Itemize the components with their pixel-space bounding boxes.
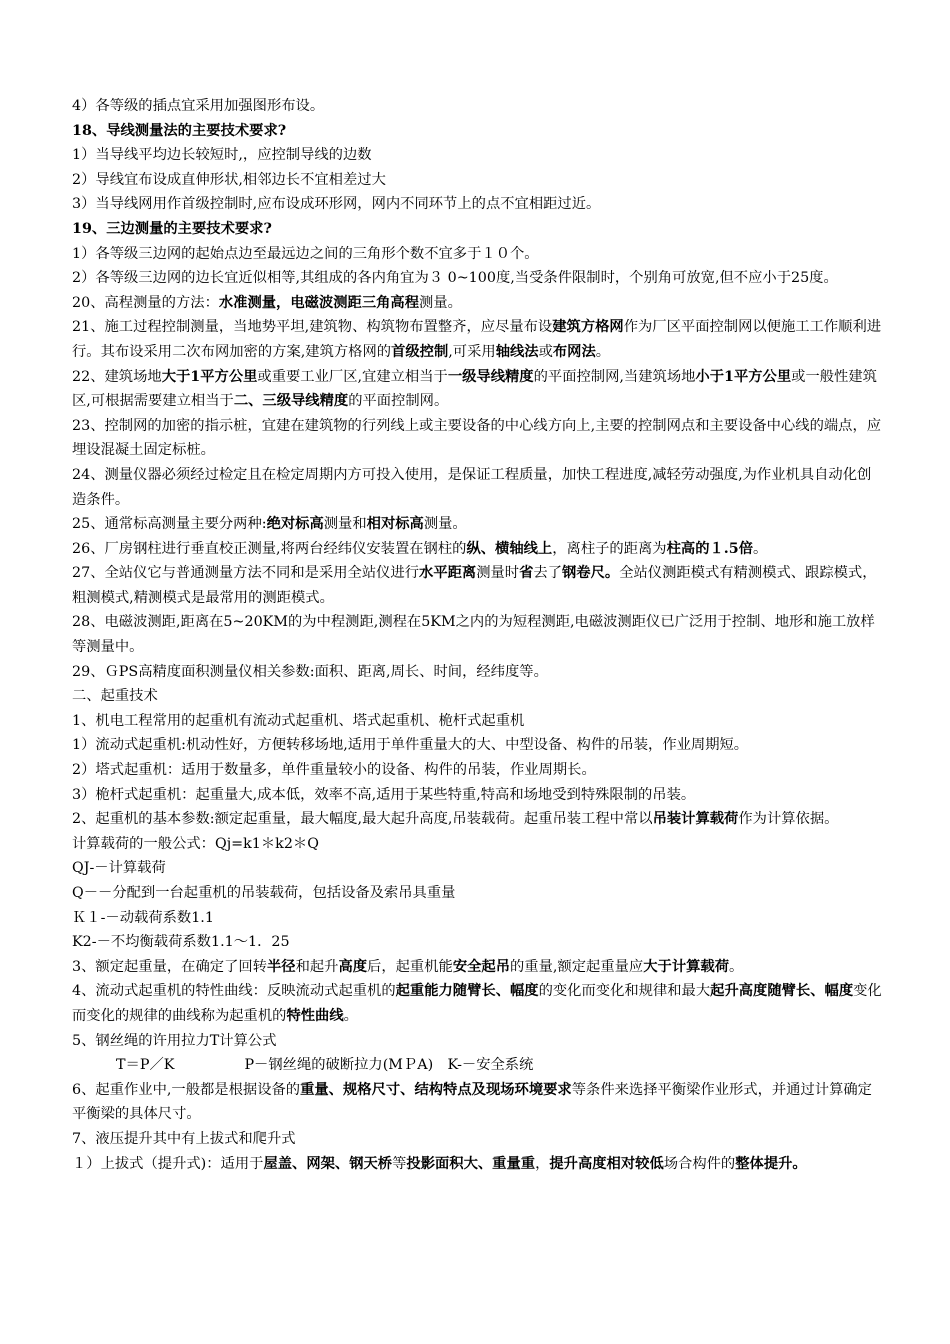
text: 2、起重机的基本参数:额定起重量，最大幅度,最大起升高度,吊装载荷。起重吊装工程中常以 <box>72 811 653 828</box>
text: 22、建筑场地 <box>72 368 162 385</box>
paragraph-line <box>72 119 884 144</box>
text: 后，起重机能 <box>367 958 453 975</box>
formula-left: T＝P／K <box>116 1057 175 1074</box>
bold-text: 半径 <box>266 958 296 975</box>
bold-text: 轴线法 <box>495 343 539 360</box>
text: 2）塔式起重机：适用于数量多，单件重量较小的设备、构件的吊装，作业周期长。 <box>72 762 596 779</box>
bold-text: 纵、横轴线上 <box>466 540 553 557</box>
text: 测量。 <box>419 294 462 311</box>
bold-text: 特性曲线 <box>286 1007 344 1024</box>
paragraph-line <box>72 291 884 316</box>
bold-text: 首级控制 <box>391 343 449 360</box>
bold-text: 二、三级导线精度 <box>233 393 349 410</box>
text: 测量和 <box>323 516 367 533</box>
bold-text: 钢卷尺。 <box>562 565 620 582</box>
bold-text: 水平距离 <box>419 565 477 582</box>
paragraph-line <box>72 365 884 414</box>
paragraph-line <box>72 94 884 119</box>
text: ， <box>535 1155 550 1172</box>
text: 7、液压提升其中有上拔式和爬升式 <box>72 1130 296 1147</box>
text: K2-－不均衡载荷系数1.1～1．25 <box>72 934 290 951</box>
paragraph-line <box>72 1127 884 1152</box>
paragraph-line <box>72 168 884 193</box>
bold-text: 起重能力随臂长、幅度 <box>395 983 539 1000</box>
text: 5、钢丝绳的许用拉力T计算公式 <box>72 1032 277 1049</box>
text: 测量时 <box>476 565 520 582</box>
text: Ｋ１-－动载荷系数1.1 <box>72 909 214 926</box>
paragraph-line <box>72 610 884 659</box>
paragraph-line <box>72 881 884 906</box>
bold-text: 绝对标高 <box>266 516 324 533</box>
bold-text: 一级导线精度 <box>447 368 534 385</box>
paragraph-line <box>72 512 884 537</box>
bold-text: 建筑方格网 <box>552 319 624 336</box>
text: 2）导线宜布设成直伸形状,相邻边长不宜相差过大 <box>72 171 386 188</box>
paragraph-line <box>72 955 884 980</box>
text: 场合构件的 <box>663 1155 736 1172</box>
text: 去了 <box>533 565 562 582</box>
paragraph-line <box>72 266 884 291</box>
text: 的平面控制网,当建筑场地 <box>533 368 696 385</box>
text: １）上拔式（提升式)：适用于 <box>72 1155 264 1172</box>
text: 29、ＧPS高精度面积测量仪相关参数:面积、距离,周长、时间，经纬度等。 <box>72 663 548 680</box>
text: 的重量,额定起重量应 <box>510 958 644 975</box>
text: 27、全站仪它与普通测量方法不同和是采用全站仪进行 <box>72 565 420 582</box>
bold-text: 提升高度相对较低 <box>549 1155 664 1172</box>
paragraph-line <box>72 758 884 783</box>
paragraph-line <box>72 930 884 955</box>
paragraph-line <box>72 660 884 685</box>
text: 二、起重技术 <box>72 688 158 705</box>
paragraph-line <box>72 463 884 512</box>
paragraph-line <box>72 1053 884 1078</box>
text: 等条件来选择平衡梁作业形式，并通过计算确定平衡梁的具体尺寸。 <box>72 1081 872 1123</box>
text: 或一般性建筑区,可根据需要建立相当于 <box>72 368 877 410</box>
text: Q－－分配到一台起重机的吊装载荷，包括设备及索吊具重量 <box>72 885 456 901</box>
paragraph-line <box>72 1152 884 1177</box>
text: 25、通常标高测量主要分两种: <box>72 516 267 533</box>
paragraph-line <box>72 783 884 808</box>
paragraph-line <box>72 192 884 217</box>
paragraph-line <box>72 1078 884 1127</box>
text: 6、起重作业中,一般都是根据设备的 <box>72 1081 301 1098</box>
bold-text: 水准测量，电磁波测距三角高程 <box>218 294 420 311</box>
paragraph-line <box>72 856 884 881</box>
paragraph-line <box>72 807 884 832</box>
paragraph-line <box>72 561 884 610</box>
bold-text: 投影面积大、重量重 <box>406 1155 536 1172</box>
text: 1）当导线平均边长较短时,，应控制导线的边数 <box>72 147 372 164</box>
text: 的变化而变化和规律和最大 <box>538 983 711 1000</box>
text: 的平面控制网。 <box>348 393 449 410</box>
bold-text: 吊装计算载荷 <box>652 811 739 828</box>
paragraph-line <box>72 315 884 364</box>
bold-text: 高度 <box>338 958 368 975</box>
bold-text: 大于1平方公里 <box>161 368 258 385</box>
bold-text: 安全起吊 <box>452 958 511 975</box>
text: 和起升 <box>295 958 339 975</box>
bold-text: 小于1平方公里 <box>695 368 792 385</box>
bold-text: 整体提升。 <box>735 1155 807 1172</box>
text: 1、机电工程常用的起重机有流动式起重机、塔式起重机、桅杆式起重机 <box>72 712 525 729</box>
text: 21、施工过程控制测量，当地势平坦,建筑物、构筑物布置整齐，应尽量布设 <box>72 319 553 336</box>
text: QJ-－计算载荷 <box>72 860 166 877</box>
paragraph-line <box>72 906 884 931</box>
formula-right: P－钢丝绳的破断拉力(MＰA) K-－安全系统 <box>244 1057 534 1074</box>
text: 3）桅杆式起重机：起重量大,成本低，效率不高,适用于某些特重,特高和场地受到特殊限制的吊装。 <box>72 786 696 803</box>
bold-text: 重量、规格尺寸、结构特点及现场环境要求 <box>300 1081 572 1098</box>
text: 4、流动式起重机的特性曲线：反映流动式起重机的 <box>72 983 396 1000</box>
bold-text: 柱高的１.5倍 <box>666 540 754 557</box>
bold-text: 18、导线测量法的主要技术要求? <box>72 122 287 139</box>
paragraph-line <box>72 709 884 734</box>
text: 等 <box>392 1155 407 1172</box>
paragraph-line <box>72 537 884 562</box>
paragraph-line <box>72 242 884 267</box>
text: 。 <box>343 1007 358 1024</box>
text: 。 <box>595 343 611 360</box>
text: 或重要工业厂区,宜建立相当于 <box>257 368 448 385</box>
text: 。 <box>729 958 744 975</box>
text: 3）当导线网用作首级控制时,应布设成环形网，网内不同环节上的点不宜相距过近。 <box>72 196 601 213</box>
document-page <box>72 94 884 1176</box>
paragraph-line <box>72 832 884 857</box>
bold-text: 布网法 <box>552 343 596 360</box>
text: 1）流动式起重机:机动性好，方便转移场地,适用于单件重量大的大、中型设备、构件的吊装，作业周期短。 <box>72 737 749 754</box>
paragraph-line <box>72 414 884 463</box>
bold-text: 19、三边测量的主要技术要求? <box>72 220 272 237</box>
bold-text: 起升高度随臂长、幅度 <box>710 983 854 1000</box>
text: 计算载荷的一般公式：Qj=k1＊k2＊Q <box>72 835 319 852</box>
bold-text: 大于计算载荷 <box>643 958 730 975</box>
text: ,可采用 <box>448 343 496 360</box>
text: 20、高程测量的方法： <box>72 294 219 311</box>
text: 28、电磁波测距,距离在5~20KM的为中程测距,测程在5KM之内的为短程测距,电磁波测距仪已广泛用于控制、地形和施工放样等测量中。 <box>72 614 875 656</box>
bold-text: 相对标高 <box>366 516 424 533</box>
text: ，离柱子的距离为 <box>552 540 667 557</box>
text: 2）各等级三边网的边长宜近似相等,其组成的各内角宜为３ 0~100度,当受条件限制时，个别角可放宽,但不应小于25度。 <box>72 270 838 287</box>
paragraph-line <box>72 217 884 242</box>
text: 26、厂房钢柱进行垂直校正测量,将两台经纬仪安装置在钢柱的 <box>72 540 467 557</box>
text: 4）各等级的插点宜采用加强图形布设。 <box>72 98 325 114</box>
paragraph-line <box>72 684 884 709</box>
text: 3、额定起重量，在确定了回转 <box>72 958 267 975</box>
text: 1）各等级三边网的起始点边至最远边之间的三角形个数不宜多于１０个。 <box>72 245 539 262</box>
text: 测量。 <box>423 516 467 533</box>
text: 或 <box>538 343 553 360</box>
paragraph-line <box>72 1029 884 1054</box>
paragraph-line <box>72 733 884 758</box>
text: 。 <box>753 540 768 557</box>
paragraph-line <box>72 143 884 168</box>
text: 作为厂区平面控制网以便施工工作顺利进行。其布设采用二次布网加密的方案,建筑方格网的 <box>72 319 882 360</box>
text: 全站仪测距模式有精测模式、跟踪模式，粗测模式,精测模式是最常用的测距模式。 <box>72 565 877 606</box>
text: 作为计算依据。 <box>738 811 839 828</box>
text: 23、控制网的加密的指示桩，宜建在建筑物的行列线上或主要设备的中心线方向上,主要的控制网点和主要设备中心线的端点，应埋设混凝土固定标桩。 <box>72 417 882 459</box>
text: 变化而变化的规律的曲线称为起重机的 <box>72 983 882 1024</box>
bold-text: 屋盖、网架、钢天桥 <box>263 1155 393 1172</box>
bold-text: 省 <box>519 565 534 582</box>
paragraph-line <box>72 979 884 1028</box>
text: 24、测量仪器必须经过检定且在检定周期内方可投入使用，是保证工程质量，加快工程进度,减轻劳动强度,为作业机具自动化创造条件。 <box>72 466 872 508</box>
